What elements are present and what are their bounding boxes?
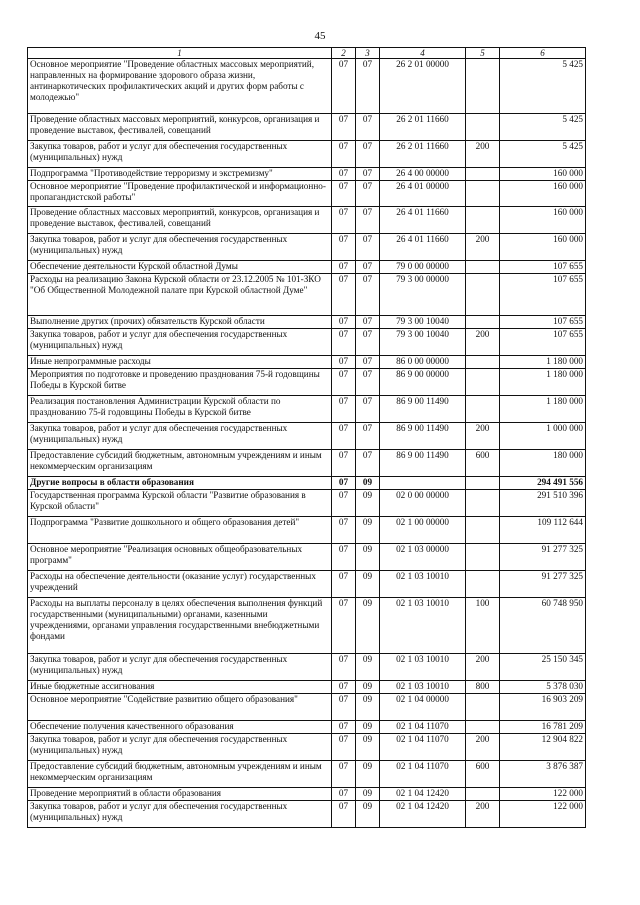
table-row — [28, 477, 586, 490]
row-target-article: 86 0 00 00000 — [380, 356, 466, 369]
row-subsection: 09 — [356, 490, 380, 517]
row-expense-type — [466, 396, 500, 423]
row-target-article: 26 4 01 11660 — [380, 207, 466, 234]
row-subsection: 09 — [356, 801, 380, 828]
table-row — [28, 788, 586, 801]
row-expense-type: 600 — [466, 450, 500, 477]
table-row — [28, 490, 586, 517]
page-number: 45 — [314, 30, 326, 42]
row-subsection: 09 — [356, 681, 380, 694]
table-row — [28, 721, 586, 734]
row-sum: 1 180 000 — [500, 396, 586, 423]
row-target-article: 26 2 01 00000 — [380, 59, 466, 114]
row-expense-type: 200 — [466, 141, 500, 168]
header-subsection: 3 — [356, 48, 380, 59]
table-row — [28, 544, 586, 571]
row-subsection: 09 — [356, 694, 380, 721]
header-target-article: 4 — [380, 48, 466, 59]
row-expense-type — [466, 517, 500, 544]
row-sum: 107 655 — [500, 329, 586, 356]
table-row — [28, 396, 586, 423]
table-row — [28, 261, 586, 274]
row-target-article: 26 4 01 11660 — [380, 234, 466, 261]
table-row — [28, 369, 586, 396]
row-target-article: 02 1 04 11070 — [380, 761, 466, 788]
header-sum: 6 — [500, 48, 586, 59]
table-row — [28, 734, 586, 761]
row-expense-type: 200 — [466, 654, 500, 681]
row-sum: 12 904 822 — [500, 734, 586, 761]
row-sum: 3 876 387 — [500, 761, 586, 788]
row-sum: 122 000 — [500, 801, 586, 828]
table-row — [28, 694, 586, 721]
row-section: 07 — [332, 694, 356, 721]
row-subsection: 09 — [356, 654, 380, 681]
row-expense-type — [466, 181, 500, 207]
row-section: 07 — [332, 517, 356, 544]
row-subsection: 07 — [356, 141, 380, 168]
row-name: Выполнение других (прочих) обязательств Курской области — [28, 316, 332, 329]
table-row — [28, 517, 586, 544]
row-subsection: 07 — [356, 396, 380, 423]
header-name: 1 — [28, 48, 332, 59]
row-section: 07 — [332, 654, 356, 681]
row-expense-type — [466, 721, 500, 734]
row-section: 07 — [332, 234, 356, 261]
row-sum: 122 000 — [500, 788, 586, 801]
row-section: 07 — [332, 329, 356, 356]
row-sum: 5 378 030 — [500, 681, 586, 694]
row-section: 07 — [332, 681, 356, 694]
row-expense-type — [466, 59, 500, 114]
row-section: 07 — [332, 423, 356, 450]
row-subsection: 09 — [356, 544, 380, 571]
row-target-article — [380, 477, 466, 490]
row-target-article: 79 0 00 00000 — [380, 261, 466, 274]
row-section: 07 — [332, 801, 356, 828]
row-section: 07 — [332, 396, 356, 423]
row-subsection: 09 — [356, 761, 380, 788]
row-target-article: 02 1 00 00000 — [380, 517, 466, 544]
row-expense-type — [466, 571, 500, 598]
row-section: 07 — [332, 356, 356, 369]
table-body — [28, 59, 586, 828]
row-name: Иные бюджетные ассигнования — [28, 681, 332, 694]
row-sum: 160 000 — [500, 181, 586, 207]
table-row — [28, 234, 586, 261]
row-subsection: 09 — [356, 721, 380, 734]
header-row — [28, 48, 586, 59]
row-section: 07 — [332, 207, 356, 234]
row-sum: 107 655 — [500, 274, 586, 316]
row-name: Подпрограмма "Противодействие терроризму и экстремизму" — [28, 168, 332, 181]
row-section: 07 — [332, 274, 356, 316]
row-expense-type — [466, 261, 500, 274]
row-subsection: 07 — [356, 207, 380, 234]
row-name: Проведение областных массовых мероприятий, конкурсов, организация и проведение выставок, фестивалей, совещаний — [28, 207, 332, 234]
row-sum: 109 112 644 — [500, 517, 586, 544]
row-target-article: 26 2 01 11660 — [380, 141, 466, 168]
row-section: 07 — [332, 490, 356, 517]
row-target-article: 02 1 04 00000 — [380, 694, 466, 721]
row-target-article: 02 1 03 10010 — [380, 654, 466, 681]
row-sum: 107 655 — [500, 261, 586, 274]
row-expense-type — [466, 490, 500, 517]
table-row — [28, 316, 586, 329]
table-row — [28, 168, 586, 181]
row-target-article: 26 4 00 00000 — [380, 168, 466, 181]
row-expense-type — [466, 316, 500, 329]
row-section: 07 — [332, 598, 356, 654]
row-name: Расходы на обеспечение деятельности (оказание услуг) государственных учреждений — [28, 571, 332, 598]
row-expense-type — [466, 274, 500, 316]
row-expense-type — [466, 788, 500, 801]
row-name: Закупка товаров, работ и услуг для обеспечения государственных (муниципальных) нужд — [28, 423, 332, 450]
row-expense-type — [466, 356, 500, 369]
row-target-article: 02 1 03 00000 — [380, 544, 466, 571]
row-section: 07 — [332, 261, 356, 274]
row-name: Другие вопросы в области образования — [28, 477, 332, 490]
row-subsection: 07 — [356, 423, 380, 450]
table-row — [28, 571, 586, 598]
row-sum: 1 000 000 — [500, 423, 586, 450]
table-row — [28, 423, 586, 450]
header-expense-type: 5 — [466, 48, 500, 59]
row-expense-type: 100 — [466, 598, 500, 654]
row-target-article: 26 2 01 11660 — [380, 114, 466, 141]
table-row — [28, 114, 586, 141]
table-row — [28, 654, 586, 681]
row-name: Основное мероприятие "Содействие развитию общего образования" — [28, 694, 332, 721]
header-section: 2 — [332, 48, 356, 59]
row-target-article: 02 0 00 00000 — [380, 490, 466, 517]
row-sum: 107 655 — [500, 316, 586, 329]
row-name: Проведение областных массовых мероприятий, конкурсов, организация и проведение выставок, фестивалей, совещаний — [28, 114, 332, 141]
row-name: Государственная программа Курской области "Развитие образования в Курской области" — [28, 490, 332, 517]
row-subsection: 09 — [356, 517, 380, 544]
row-sum: 291 510 396 — [500, 490, 586, 517]
row-expense-type — [466, 207, 500, 234]
row-name: Предоставление субсидий бюджетным, автономным учреждениям и иным некоммерческим организациям — [28, 761, 332, 788]
row-target-article: 02 1 03 10010 — [380, 571, 466, 598]
row-subsection: 07 — [356, 114, 380, 141]
row-subsection: 09 — [356, 571, 380, 598]
row-expense-type: 200 — [466, 234, 500, 261]
row-subsection: 07 — [356, 450, 380, 477]
row-section: 07 — [332, 369, 356, 396]
budget-table — [27, 47, 586, 828]
row-sum: 5 425 — [500, 114, 586, 141]
row-name: Проведение мероприятий в области образования — [28, 788, 332, 801]
row-subsection: 09 — [356, 598, 380, 654]
row-expense-type — [466, 114, 500, 141]
row-subsection: 07 — [356, 168, 380, 181]
row-expense-type — [466, 544, 500, 571]
row-name: Иные непрограммные расходы — [28, 356, 332, 369]
row-sum: 60 748 950 — [500, 598, 586, 654]
row-section: 07 — [332, 571, 356, 598]
row-name: Мероприятия по подготовке и проведению празднования 75-й годовщины Победы в Курской битве — [28, 369, 332, 396]
row-name: Закупка товаров, работ и услуг для обеспечения государственных (муниципальных) нужд — [28, 141, 332, 168]
row-sum: 160 000 — [500, 234, 586, 261]
row-sum: 180 000 — [500, 450, 586, 477]
row-section: 07 — [332, 141, 356, 168]
row-subsection: 07 — [356, 181, 380, 207]
row-name: Закупка товаров, работ и услуг для обеспечения государственных (муниципальных) нужд — [28, 234, 332, 261]
row-sum: 91 277 325 — [500, 571, 586, 598]
row-sum: 160 000 — [500, 207, 586, 234]
table-row — [28, 801, 586, 828]
table-row — [28, 681, 586, 694]
row-target-article: 86 9 00 11490 — [380, 396, 466, 423]
row-section: 07 — [332, 788, 356, 801]
row-name: Обеспечение деятельности Курской областной Думы — [28, 261, 332, 274]
row-target-article: 86 9 00 11490 — [380, 423, 466, 450]
row-expense-type — [466, 477, 500, 490]
row-subsection: 07 — [356, 261, 380, 274]
row-subsection: 07 — [356, 316, 380, 329]
row-sum: 1 180 000 — [500, 369, 586, 396]
table-row — [28, 181, 586, 207]
row-section: 07 — [332, 477, 356, 490]
row-sum: 1 180 000 — [500, 356, 586, 369]
row-name: Основное мероприятие "Реализация основных общеобразовательных программ" — [28, 544, 332, 571]
table-row — [28, 598, 586, 654]
row-sum: 5 425 — [500, 141, 586, 168]
row-subsection: 07 — [356, 274, 380, 316]
row-expense-type: 800 — [466, 681, 500, 694]
row-name: Расходы на выплаты персоналу в целях обеспечения выполнения функций государственными (муниципальными) органами, казенными учреждениями, органами управления государственными внебюджетными фондами — [28, 598, 332, 654]
row-section: 07 — [332, 168, 356, 181]
table-row — [28, 207, 586, 234]
row-section: 07 — [332, 721, 356, 734]
table-row — [28, 141, 586, 168]
table-row — [28, 450, 586, 477]
row-target-article: 02 1 04 12420 — [380, 788, 466, 801]
row-expense-type: 600 — [466, 761, 500, 788]
row-section: 07 — [332, 761, 356, 788]
row-target-article: 26 4 01 00000 — [380, 181, 466, 207]
row-section: 07 — [332, 544, 356, 571]
row-sum: 294 491 556 — [500, 477, 586, 490]
table-row — [28, 59, 586, 114]
row-expense-type — [466, 168, 500, 181]
row-name: Основное мероприятие "Проведение профилактической и информационно-пропагандистской работы" — [28, 181, 332, 207]
row-subsection: 09 — [356, 788, 380, 801]
table-row — [28, 356, 586, 369]
row-sum: 16 903 209 — [500, 694, 586, 721]
row-section: 07 — [332, 316, 356, 329]
row-name: Реализация постановления Администрации Курской области по празднованию 75-й годовщины Победы в Курской битве — [28, 396, 332, 423]
row-subsection: 07 — [356, 234, 380, 261]
row-expense-type: 200 — [466, 423, 500, 450]
row-target-article: 79 3 00 10040 — [380, 316, 466, 329]
row-subsection: 07 — [356, 59, 380, 114]
row-sum: 160 000 — [500, 168, 586, 181]
row-sum: 25 150 345 — [500, 654, 586, 681]
row-name: Основное мероприятие "Проведение областных массовых мероприятий, направленных на формирование здорового образа жизни, антинаркотических профилактических акций и других форм работы с молодежью" — [28, 59, 332, 114]
row-subsection: 09 — [356, 734, 380, 761]
row-section: 07 — [332, 734, 356, 761]
row-subsection: 09 — [356, 477, 380, 490]
row-sum: 5 425 — [500, 59, 586, 114]
row-expense-type: 200 — [466, 801, 500, 828]
row-section: 07 — [332, 181, 356, 207]
row-expense-type: 200 — [466, 734, 500, 761]
row-sum: 91 277 325 — [500, 544, 586, 571]
row-target-article: 02 1 04 11070 — [380, 734, 466, 761]
row-target-article: 02 1 04 11070 — [380, 721, 466, 734]
row-subsection: 07 — [356, 329, 380, 356]
row-subsection: 07 — [356, 369, 380, 396]
table-row — [28, 761, 586, 788]
row-name: Закупка товаров, работ и услуг для обеспечения государственных (муниципальных) нужд — [28, 329, 332, 356]
row-name: Закупка товаров, работ и услуг для обеспечения государственных (муниципальных) нужд — [28, 654, 332, 681]
table-row — [28, 274, 586, 316]
row-name: Расходы на реализацию Закона Курской области от 23.12.2005 № 101-ЗКО "Об Общественной Молодежной палате при Курской областной Думе" — [28, 274, 332, 316]
row-target-article: 86 9 00 11490 — [380, 450, 466, 477]
row-name: Подпрограмма "Развитие дошкольного и общего образования детей" — [28, 517, 332, 544]
row-section: 07 — [332, 59, 356, 114]
row-expense-type — [466, 694, 500, 721]
row-name: Обеспечение получения качественного образования — [28, 721, 332, 734]
row-expense-type — [466, 369, 500, 396]
table-row — [28, 329, 586, 356]
row-name: Предоставление субсидий бюджетным, автономным учреждениям и иным некоммерческим организациям — [28, 450, 332, 477]
row-section: 07 — [332, 450, 356, 477]
row-name: Закупка товаров, работ и услуг для обеспечения государственных (муниципальных) нужд — [28, 801, 332, 828]
row-target-article: 86 9 00 00000 — [380, 369, 466, 396]
row-subsection: 07 — [356, 356, 380, 369]
row-name: Закупка товаров, работ и услуг для обеспечения государственных (муниципальных) нужд — [28, 734, 332, 761]
row-sum: 16 781 209 — [500, 721, 586, 734]
row-expense-type: 200 — [466, 329, 500, 356]
row-target-article: 02 1 03 10010 — [380, 598, 466, 654]
row-target-article: 79 3 00 10040 — [380, 329, 466, 356]
row-target-article: 02 1 04 12420 — [380, 801, 466, 828]
row-section: 07 — [332, 114, 356, 141]
row-target-article: 79 3 00 00000 — [380, 274, 466, 316]
row-target-article: 02 1 03 10010 — [380, 681, 466, 694]
